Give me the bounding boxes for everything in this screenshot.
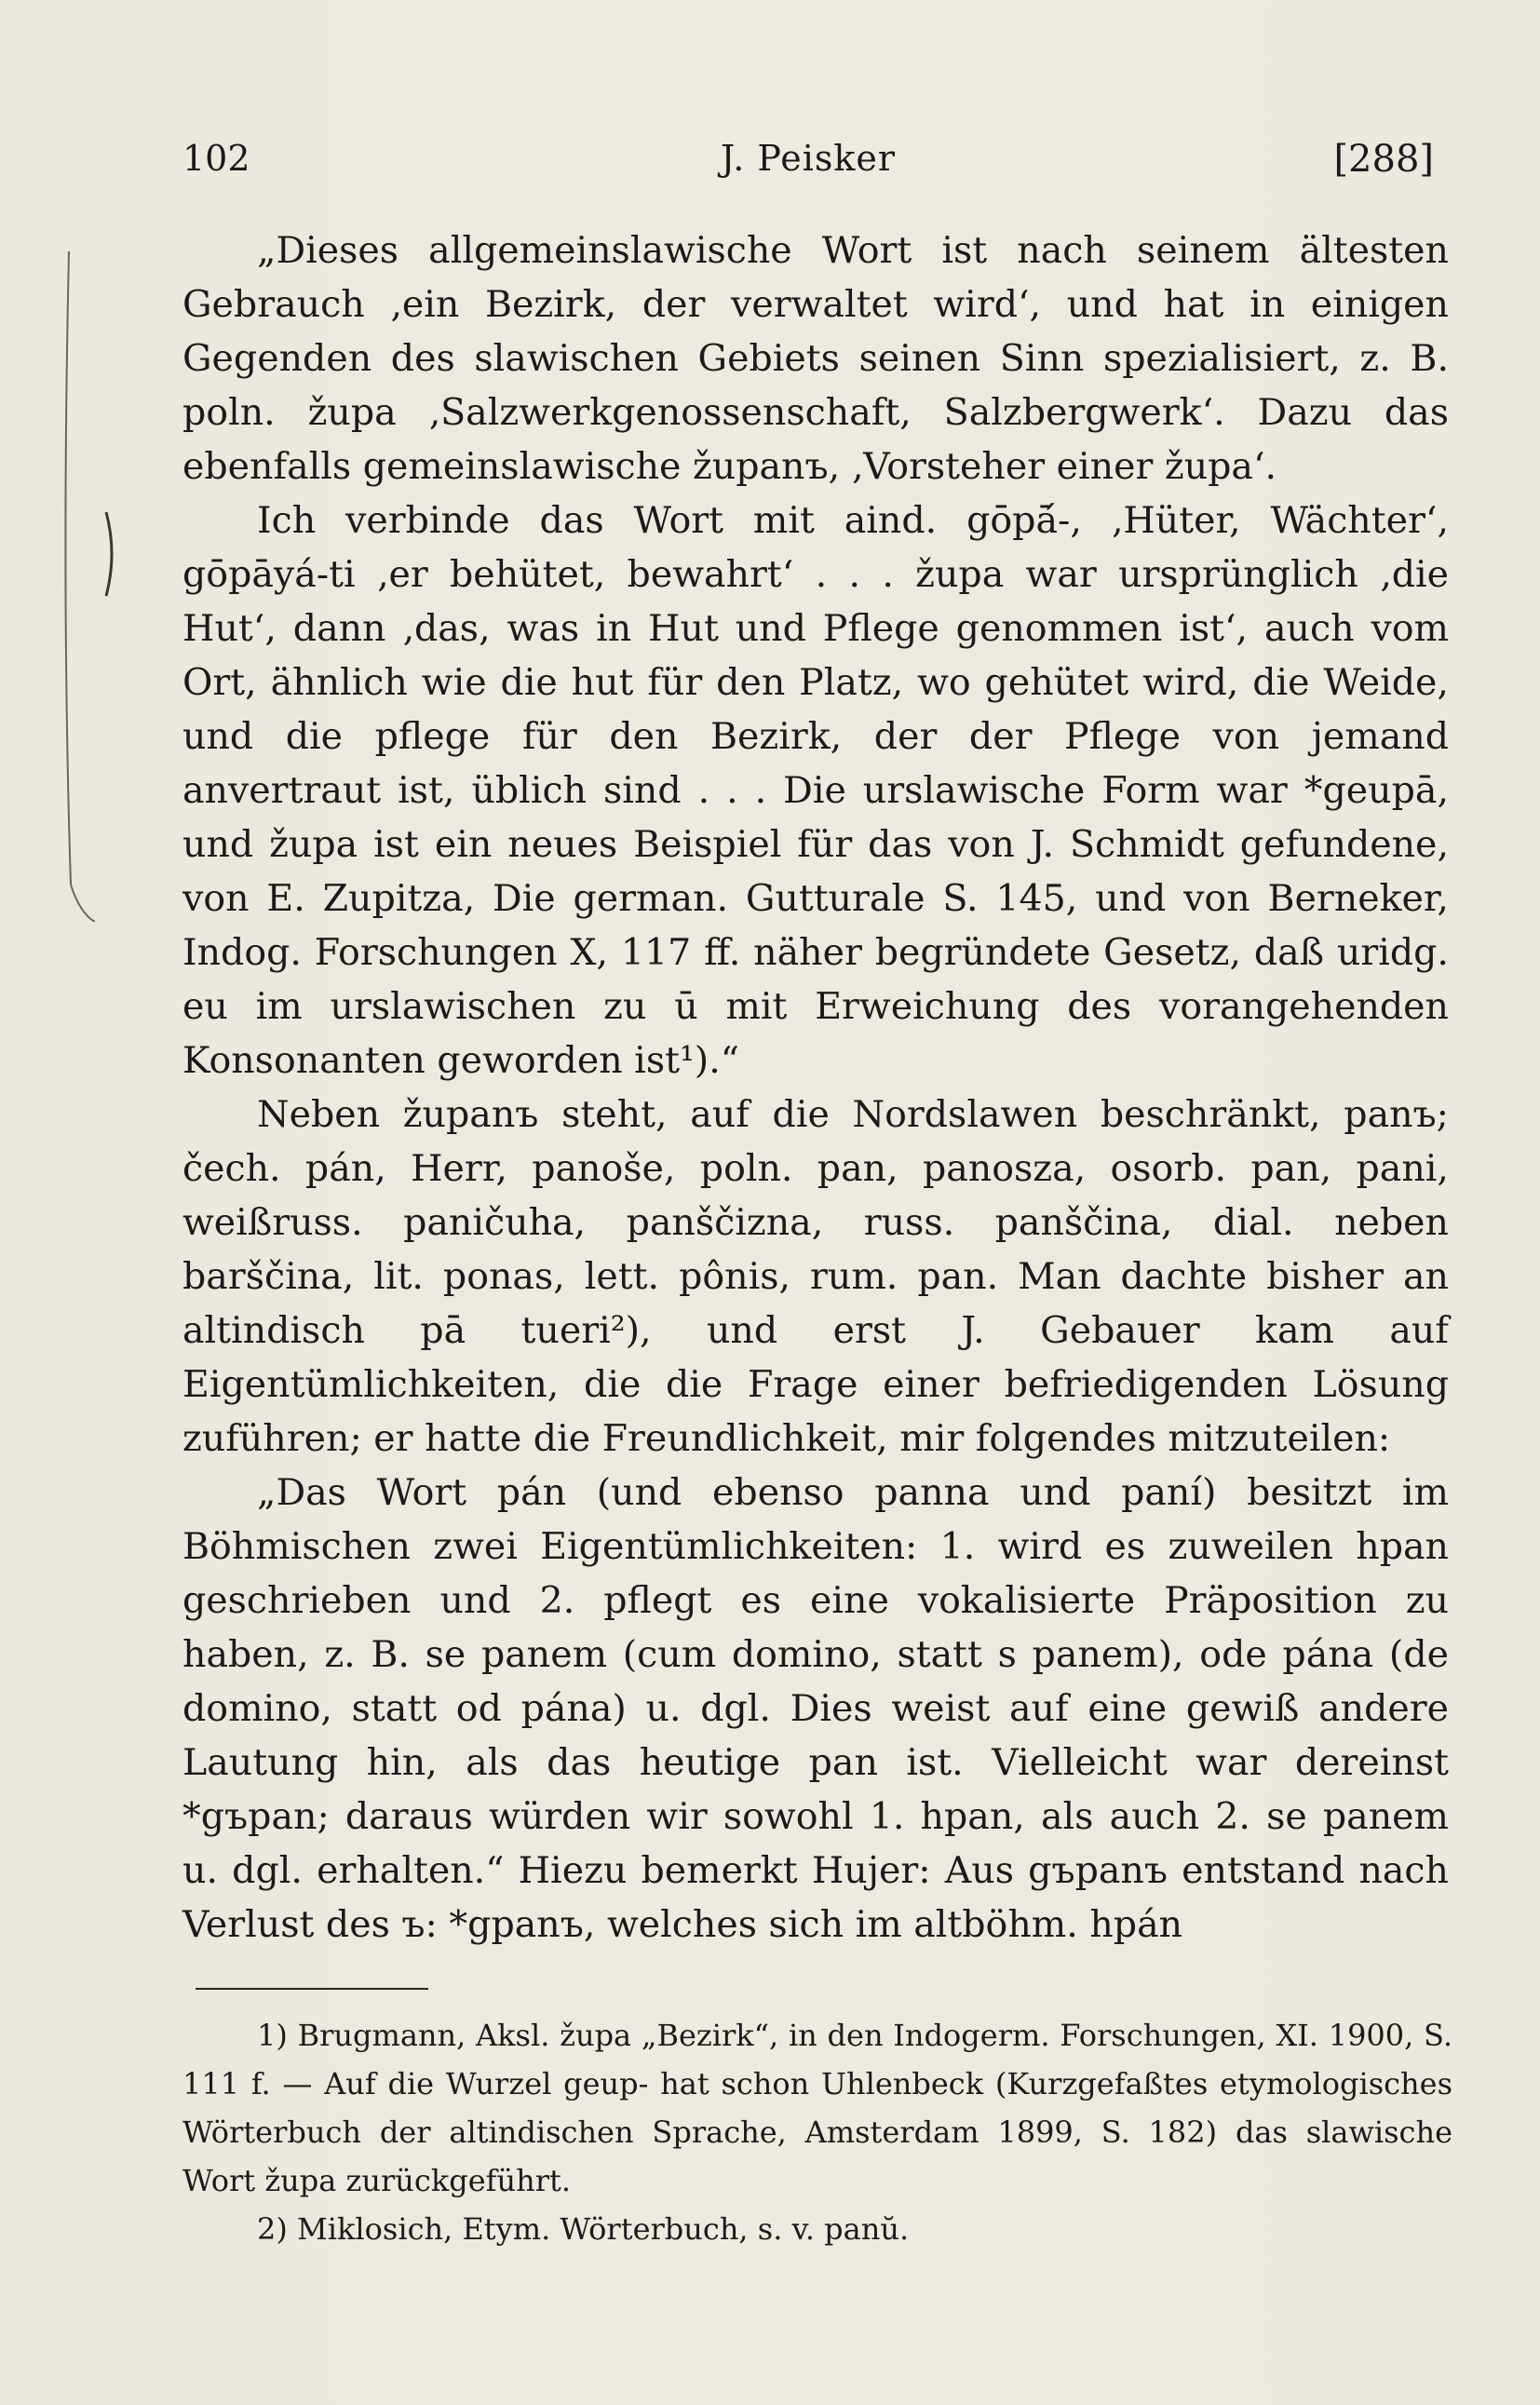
footnote-divider <box>196 1988 428 1990</box>
running-author: J. Peisker <box>720 138 897 179</box>
paragraph-2: Ich verbinde das Wort mit aind. gōpā́-, ‚Hüter, Wächter‘, gōpāyá-ti ‚er behütet, bewahrt‘ . . . župa war ursprünglich ‚die Hut‘, dann ‚das, was in Hut und Pflege genommen ist‘, auch vom Ort, ähnlich wie die hut für den Platz, wo gehütet wird, die Weide, und die pflege für den Bezirk, der der Pflege von jemand anvertraut ist, üblich sind . . . Die urslawische Form war *geupā, und župa ist ein neues Beispiel für das von J. Schmidt gefundene, von E. Zupitza, Die german. Gutturale S. 145, und von Berneker, Indog. Forschungen X, 117 ff. näher begründete Gesetz, daß uridg. eu im urslawischen zu ū mit Erweichung des vorangehenden Konsonanten geworden ist¹).“ <box>182 499 1449 1082</box>
paragraph-1: „Dieses allgemeinslawische Wort ist nach seinem ältesten Gebrauch ‚ein Bezirk, der verwaltet wird‘, und hat in einigen Gegenden des slawischen Gebiets seinen Sinn spezialisiert, z. B. poln. župa ‚Salzwerkgenossenschaft, Salzbergwerk‘. Dazu das ebenfalls gemeinslawische županъ, ‚Vorsteher einer župa‘. <box>182 229 1449 488</box>
footnotes <box>182 2011 1452 2253</box>
paragraph-3: Neben županъ steht, auf die Nordslawen beschränkt, panъ; čech. pán, Herr, panoše, poln. pan, panosza, osorb. pan, pani, weißruss. paničuha, panščizna, russ. panščina, dial. neben barščina, lit. ponas, lett. pônis, rum. pan. Man dachte bisher an altindisch pā tueri²), und erst J. Gebauer kam auf Eigentümlichkeiten, die die Frage einer befriedigenden Lösung zuführen; er hatte die Freundlichkeit, mir folgendes mitzuteilen: <box>182 1093 1449 1460</box>
original-page-number: [288] <box>1333 138 1434 181</box>
footnote-2: 2) Miklosich, Etym. Wörterbuch, s. v. panŭ. <box>257 2211 910 2247</box>
running-header <box>182 138 1434 194</box>
page-number: 102 <box>182 138 250 179</box>
paragraph-4: „Das Wort pán (und ebenso panna und paní) besitzt im Böhmischen zwei Eigentümlichkeiten: 1. wird es zuweilen hpan geschrieben und 2. pflegt es eine vokalisierte Präposition zu haben, z. B. se panem (cum domino, statt s panem), ode pána (de domino, statt od pána) u. dgl. Dies weist auf eine gewiß andere Lautung hin, als das heutige pan ist. Vielleicht war dereinst *gъpan; daraus würden wir sowohl 1. hpan, als auch 2. se panem u. dgl. erhalten.“ Hiezu bemerkt Hujer: Aus gъpanъ entstand nach Verlust des ъ: *gpanъ, welches sich im altböhm. hpán <box>182 1471 1449 1946</box>
margin-pencil-mark <box>58 233 132 922</box>
footnote-1: 1) Brugmann, Aksl. župa „Bezirk“, in den Indogerm. Forschungen, XI. 1900, S. 111 f. — Auf die Wurzel geup- hat schon Uhlenbeck (Kurzgefaßtes etymologisches Wörterbuch der altindischen Sprache, Amsterdam 1899, S. 182) das slawische Wort župa zurückgeführt. <box>182 2018 1452 2198</box>
main-text <box>182 223 1449 1952</box>
